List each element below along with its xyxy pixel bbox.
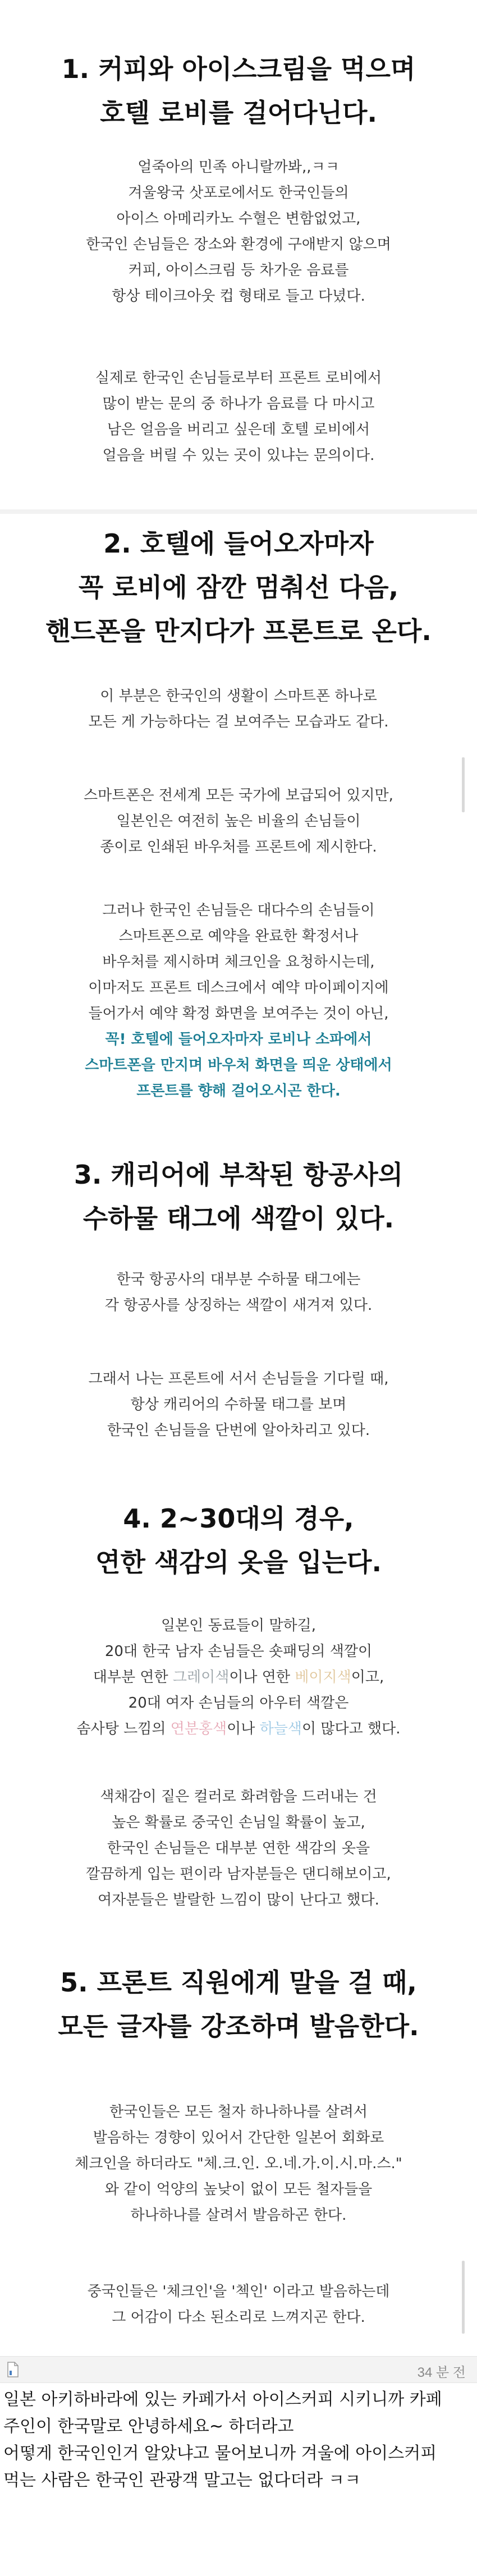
text-line: 한국 항공사의 대부분 수하물 태그에는 bbox=[116, 1271, 361, 1288]
comment-body bbox=[3, 2386, 475, 2494]
section-5-paragraph-2 bbox=[0, 2279, 477, 2330]
text-line: 겨울왕국 삿포로에서도 한국인들의 bbox=[128, 185, 349, 201]
text-line: 모든 게 가능하다는 걸 보여주는 모습과도 같다. bbox=[88, 714, 389, 730]
section-3-heading bbox=[0, 1153, 477, 1240]
text-span: 대부분 연한 bbox=[93, 1669, 173, 1686]
text-line: 얼음을 버릴 수 있는 곳이 있냐는 문의이다. bbox=[102, 447, 375, 464]
comment-line: 일본 아키하바라에 있는 카페가서 아이스커피 시키니까 카페 bbox=[3, 2390, 442, 2409]
sky-color-word: 하늘색 bbox=[259, 1721, 302, 1737]
text-line: 항상 캐리어의 수하물 태그를 보며 bbox=[130, 1396, 347, 1413]
text-span: 이나 연한 bbox=[229, 1669, 295, 1686]
heading-line: 1. 커피와 아이스크림을 먹으며 bbox=[61, 54, 416, 84]
text-line: 종이로 인쇄된 바우처를 프론트에 제시한다. bbox=[100, 839, 377, 855]
text-line: 20대 여자 손님들의 아우터 색깔은 bbox=[128, 1695, 349, 1712]
comment-line: 어떻게 한국인인거 알았냐고 물어보니까 겨울에 아이스커피 bbox=[3, 2444, 437, 2463]
comment-timestamp: 34 분 전 bbox=[417, 2365, 466, 2380]
text-line: 한국인들은 모든 철자 하나하나를 살려서 bbox=[109, 2104, 368, 2120]
text-span: 이고, bbox=[351, 1669, 384, 1686]
section-2-paragraph-1 bbox=[0, 683, 477, 735]
section-divider bbox=[0, 509, 477, 514]
section-4-paragraph-2 bbox=[0, 1784, 477, 1913]
heading-line: 호텔 로비를 걸어다닌다. bbox=[100, 98, 377, 128]
text-line: 색채감이 짙은 컬러로 화려함을 드러내는 건 bbox=[100, 1788, 377, 1805]
text-line: 많이 받는 문의 중 하나가 음료를 다 마시고 bbox=[102, 395, 375, 412]
pink-color-word: 연분홍색 bbox=[170, 1721, 227, 1737]
text-line: 깔끔하게 입는 편이라 남자분들은 댄디해보이고, bbox=[86, 1866, 391, 1883]
heading-line: 수하물 태그에 색깔이 있다. bbox=[82, 1203, 395, 1234]
text-line: 스마트폰을 만지며 바우처 화면을 띄운 상태에서 bbox=[85, 1057, 392, 1074]
text-line: 여자분들은 발랄한 느낌이 많이 난다고 했다. bbox=[98, 1892, 379, 1908]
section-3-paragraph-1 bbox=[0, 1267, 477, 1318]
beige-color-word: 베이지색 bbox=[295, 1669, 351, 1686]
text-line: 아이스 아메리카노 수혈은 변함없었고, bbox=[116, 210, 361, 227]
section-1-heading bbox=[0, 47, 477, 135]
section-1-paragraph-1 bbox=[0, 154, 477, 309]
text-span: 솜사탕 느낌의 bbox=[76, 1721, 171, 1737]
section-2-highlight-paragraph bbox=[0, 1027, 477, 1104]
text-line: 프론트를 향해 걸어오시곤 한다. bbox=[136, 1083, 341, 1100]
document-icon[interactable] bbox=[7, 2362, 19, 2377]
section-4-paragraph-1 bbox=[0, 1613, 477, 1742]
text-line: 스마트폰은 전세계 모든 국가에 보급되어 있지만, bbox=[84, 787, 393, 804]
text-line: 높은 확률로 중국인 손님일 확률이 높고, bbox=[112, 1814, 365, 1831]
gray-color-word: 그레이색 bbox=[172, 1669, 230, 1686]
section-3-paragraph-2 bbox=[0, 1366, 477, 1443]
text-span: 이 많다고 했다. bbox=[302, 1721, 401, 1737]
section-5-heading bbox=[0, 1961, 477, 2048]
text-line: 커피, 아이스크림 등 차가운 음료를 bbox=[128, 262, 349, 279]
text-line: 그래서 나는 프론트에 서서 손님들을 기다릴 때, bbox=[88, 1370, 389, 1387]
text-line: 중국인들은 '체크인'을 '첵인' 이라고 발음하는데 bbox=[87, 2283, 390, 2300]
heading-line: 5. 프론트 직원에게 말을 걸 때, bbox=[60, 1967, 417, 1998]
section-2-paragraph-2 bbox=[0, 783, 477, 860]
text-line: 체크인을 하더라도 "체.크.인. 오.네.가.이.시.마.스." bbox=[75, 2155, 402, 2172]
text-line: 실제로 한국인 손님들로부터 프론트 로비에서 bbox=[95, 370, 382, 387]
text-line: 발음하는 경향이 있어서 간단한 일본어 회화로 bbox=[93, 2129, 384, 2146]
section-2-paragraph-3 bbox=[0, 898, 477, 1027]
section-5-paragraph-1 bbox=[0, 2099, 477, 2228]
text-line: 한국인 손님들은 장소와 환경에 구애받지 않으며 bbox=[86, 236, 391, 253]
text-line: 그 어감이 다소 된소리로 느껴지곤 한다. bbox=[112, 2309, 365, 2326]
text-line: 그러나 한국인 손님들은 대다수의 손님들이 bbox=[102, 902, 375, 919]
heading-line: 연한 색감의 옷을 입는다. bbox=[95, 1547, 382, 1577]
text-line: 남은 얼음을 버리고 싶은데 호텔 로비에서 bbox=[107, 421, 370, 438]
heading-line: 모든 글자를 강조하며 발음한다. bbox=[58, 2011, 419, 2041]
heading-line: 4. 2~30대의 경우, bbox=[123, 1503, 354, 1534]
heading-line: 3. 캐리어에 부착된 항공사의 bbox=[74, 1160, 403, 1190]
heading-line: 2. 호텔에 들어오자마자 bbox=[103, 528, 374, 559]
text-line: 이마저도 프론트 데스크에서 예약 마이페이지에 bbox=[88, 979, 389, 996]
text-line: 하나하나를 살려서 발음하곤 한다. bbox=[130, 2207, 347, 2224]
text-line: 들어가서 예약 확정 화면을 보여주는 것이 아닌, bbox=[88, 1005, 389, 1022]
section-2-heading bbox=[0, 522, 477, 653]
text-line bbox=[0, 1664, 477, 1690]
text-line bbox=[0, 1716, 477, 1742]
text-span: 이나 bbox=[227, 1721, 260, 1737]
text-line: 일본인은 여전히 높은 비율의 손님들이 bbox=[116, 813, 361, 830]
text-line: 꼭! 호텔에 들어오자마자 로비나 소파에서 bbox=[105, 1031, 372, 1048]
text-line: 한국인 손님들을 단번에 알아차리고 있다. bbox=[107, 1422, 370, 1439]
text-line: 각 항공사를 상징하는 색깔이 새겨져 있다. bbox=[104, 1297, 373, 1314]
comment-line: 먹는 사람은 한국인 관광객 말고는 없다더라 ㅋㅋ bbox=[3, 2471, 361, 2490]
text-line: 항상 테이크아웃 컵 형태로 들고 다녔다. bbox=[112, 288, 365, 305]
comment-line: 주인이 한국말로 안녕하세요~ 하더라고 bbox=[3, 2417, 294, 2436]
comment-meta-bar bbox=[0, 2356, 477, 2383]
text-line: 스마트폰으로 예약을 완료한 확정서나 bbox=[118, 928, 359, 945]
heading-line: 꼭 로비에 잠깐 멈춰선 다음, bbox=[78, 572, 399, 602]
section-4-heading bbox=[0, 1497, 477, 1584]
text-line: 얼죽아의 민족 아니랄까봐,,ㅋㅋ bbox=[137, 159, 340, 176]
text-line: 한국인 손님들은 대부분 연한 색감의 옷을 bbox=[107, 1840, 370, 1857]
text-line: 20대 한국 남자 손님들은 숏패딩의 색깔이 bbox=[104, 1643, 373, 1660]
text-line: 이 부분은 한국인의 생활이 스마트폰 하나로 bbox=[100, 688, 377, 705]
text-line: 와 같이 억양의 높낮이 없이 모든 철자들을 bbox=[104, 2181, 373, 2198]
text-line: 일본인 동료들이 말하길, bbox=[161, 1617, 316, 1634]
section-1-paragraph-2 bbox=[0, 365, 477, 468]
text-line: 바우처를 제시하며 체크인을 요청하시는데, bbox=[102, 954, 375, 970]
heading-line: 핸드폰을 만지다가 프론트로 온다. bbox=[45, 616, 432, 646]
